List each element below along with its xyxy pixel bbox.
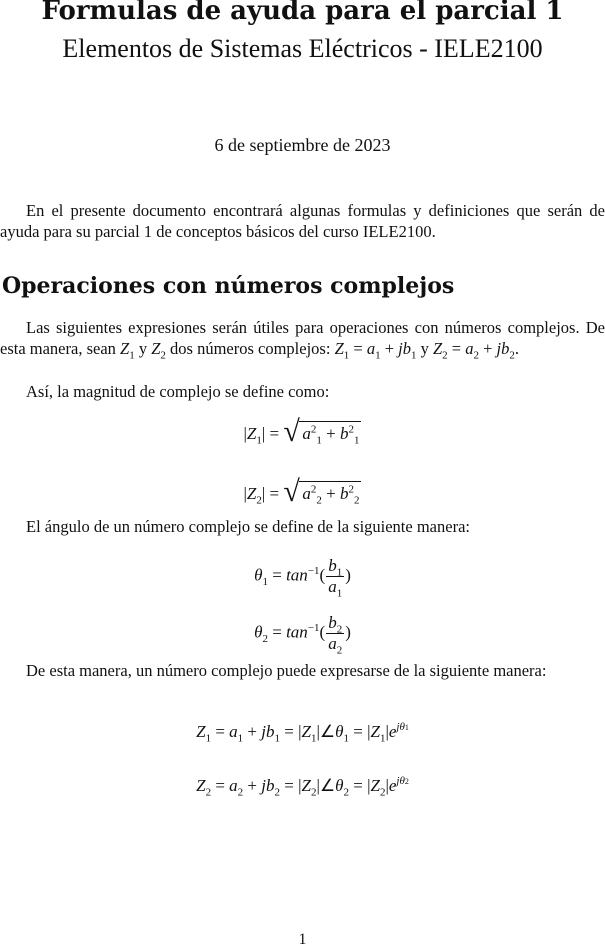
- polar-form-intro: De esta manera, un número complejo puede expresarse de la siguiente manera:: [26, 661, 547, 680]
- complex-intro-paragraph: Las siguientes expresiones serán útiles para operaciones con números complejos. De esta manera, sean $Z_1$ y $Z_2$ dos números complejos: $Z_1 = a_1 + jb_1$ y $Z_2 = a_2 + jb_2$.: [0, 318, 605, 362]
- section-heading: Operaciones con números complejos: [2, 273, 455, 299]
- document-title: Formulas de ayuda para el parcial 1: [41, 0, 564, 26]
- radical-sign: √: [283, 475, 300, 508]
- page-number: 1: [298, 931, 307, 948]
- document-date: 6 de septiembre de 2023: [214, 135, 391, 155]
- equation-polar-z1: $Z_1 = a_1 + jb_1$ = $|Z_1|\angle\theta_1 = |Z_1|e^{j\theta 1}$: [196, 721, 409, 745]
- equation-angle-theta2: $\theta_2 = \tan^{-1}$( $\frac{b_2}{a_2}$ ): [254, 613, 351, 657]
- equation-polar-z2: $Z_2 = a_2 + jb_2$ = $|Z_2|\angle\theta_2 = |Z_2|e^{j\theta 2}$: [196, 775, 409, 799]
- equation-magnitude-z1: $|Z_1|$ = √ $a^2_1 + b^2_1$: [243, 415, 360, 448]
- magnitude-intro: Así, la magnitud de complejo se define como:: [26, 382, 330, 401]
- equation-magnitude-z2: $|Z_2|$ = √ $a^2_2 + b^2_2$: [243, 475, 360, 508]
- intro-paragraph: En el presente documento encontrará algunas formulas y definiciones que serán de ayuda para su parcial 1 de conceptos básicos del curso IELE2100.: [0, 201, 605, 241]
- document-subtitle: Elementos de Sistemas Eléctricos - IELE2100: [62, 34, 543, 63]
- radical-sign: √: [283, 415, 300, 448]
- angle-intro: El ángulo de un número complejo se define de la siguiente manera:: [26, 517, 470, 536]
- equation-angle-theta1: $\theta_1 = \tan^{-1}$( $\frac{b_1}{a_1}$ ): [254, 556, 351, 600]
